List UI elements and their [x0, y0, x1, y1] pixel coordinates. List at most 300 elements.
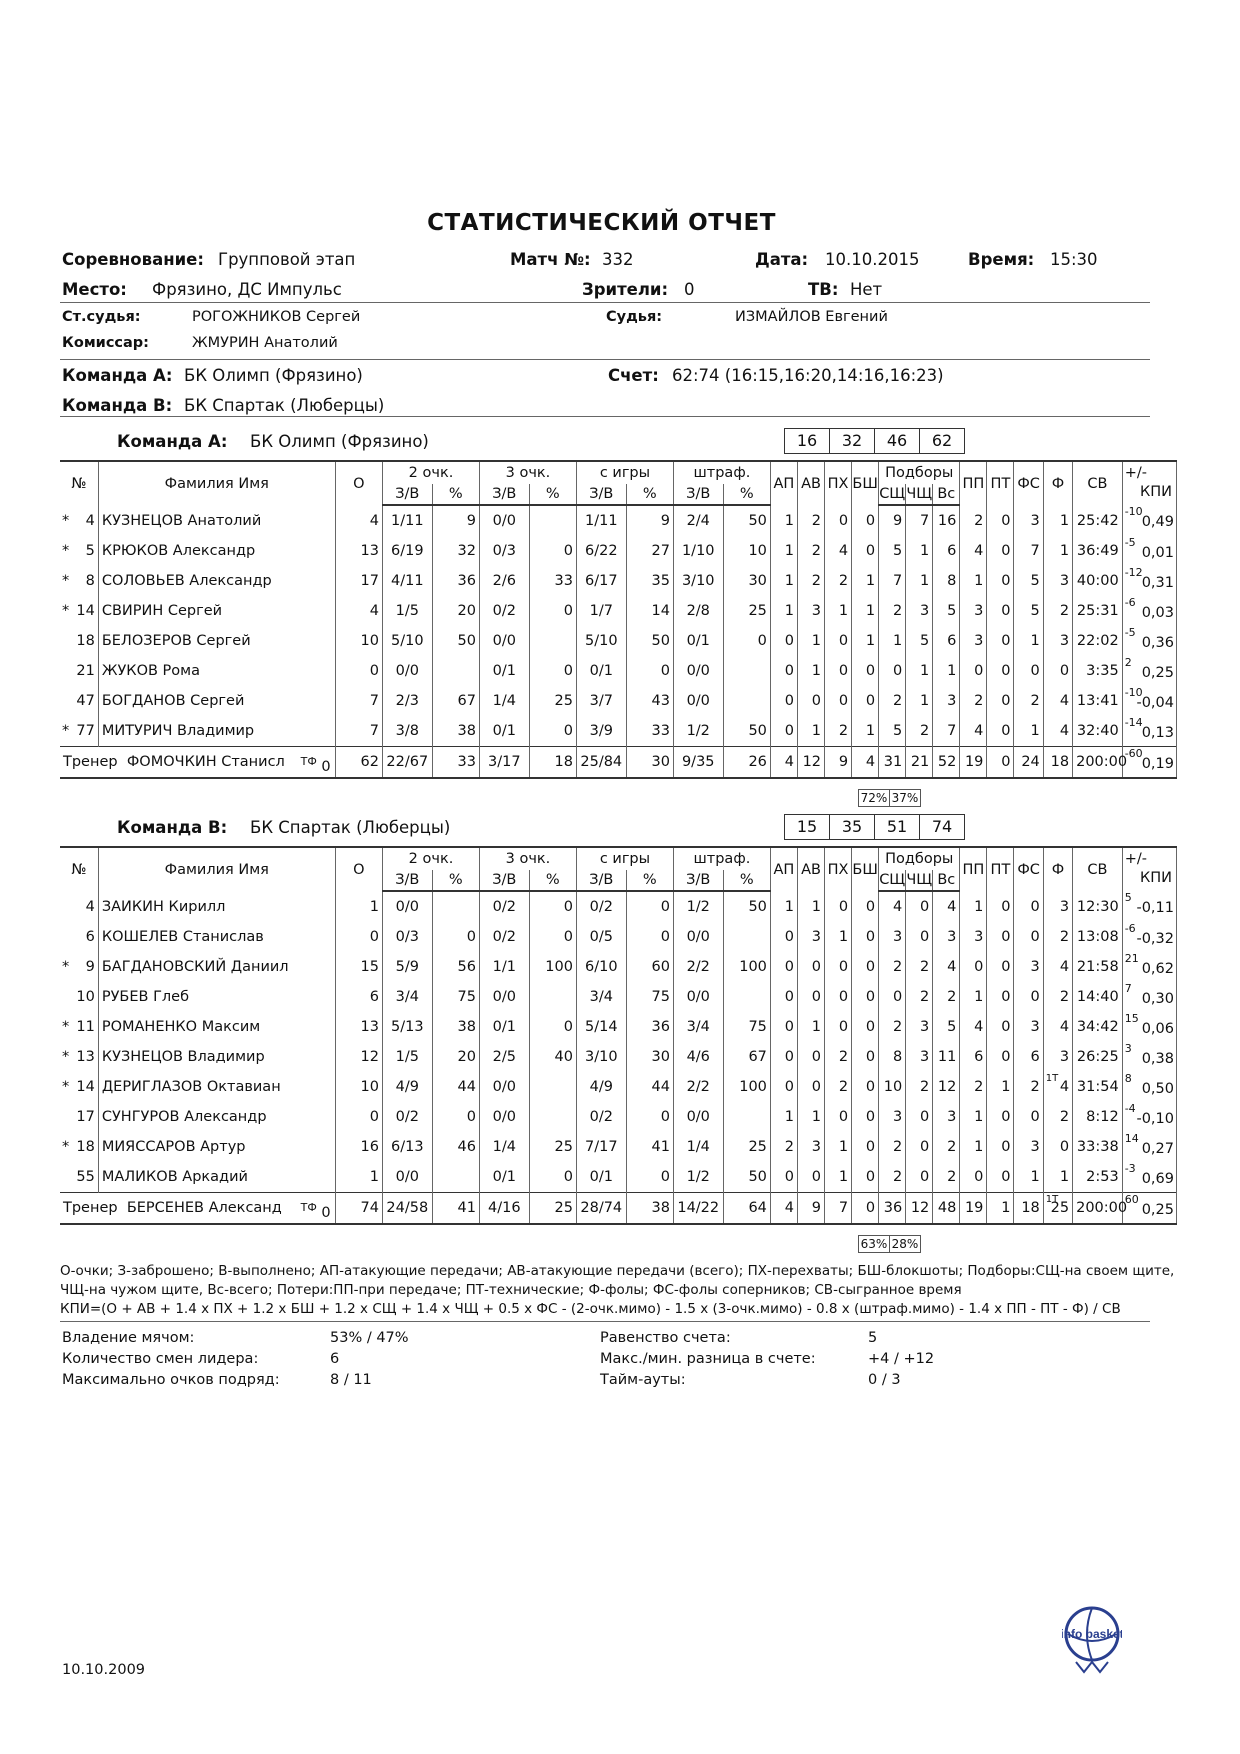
stat-av: 1 — [797, 891, 824, 922]
stat-sv: 22:02 — [1073, 626, 1123, 656]
stat-av: 0 — [797, 982, 824, 1012]
stat-st: 3 — [933, 922, 960, 952]
stat-sd: 7 — [879, 566, 906, 596]
player-name: БАГДАНОВСКИЙ Даниил — [98, 952, 335, 982]
spectators-label: Зрители: — [582, 280, 669, 299]
player-name: КРЮКОВ Александр — [98, 536, 335, 566]
stat-ph: 0 — [825, 505, 852, 536]
total-mfg: 28/74 — [576, 1193, 626, 1225]
stat-m3: 0/1 — [479, 1162, 529, 1193]
team-b-reb-o-pct: 28% — [889, 1235, 921, 1253]
footer-date: 10.10.2009 — [62, 1662, 146, 1678]
stat-pp: 1 — [960, 891, 987, 922]
stat-so: 1 — [906, 536, 933, 566]
stat-pfg: 75 — [626, 982, 673, 1012]
stat-pft — [723, 1102, 770, 1132]
stat-bsh: 1 — [852, 716, 879, 747]
player-number: 4 — [85, 512, 95, 529]
stat-ph: 0 — [825, 891, 852, 922]
plus-minus: -5 — [1124, 536, 1136, 549]
kpi-value: -0,32 — [1136, 931, 1174, 947]
lead-changes-label: Количество смен лидера: — [62, 1351, 259, 1367]
stat-av: 1 — [797, 1102, 824, 1132]
col-pm: +/- — [1124, 851, 1147, 867]
team-b-value: БК Спартак (Люберцы) — [184, 396, 385, 415]
stat-pfg: 33 — [626, 716, 673, 747]
total-bsh: 0 — [852, 1193, 879, 1225]
stat-f: 3 — [1043, 1042, 1072, 1072]
stat-mfg: 0/2 — [576, 891, 626, 922]
ties-value: 5 — [868, 1330, 878, 1346]
stat-st: 6 — [933, 536, 960, 566]
stat-av: 3 — [797, 596, 824, 626]
col-pts: О — [335, 847, 382, 891]
stat-pt: 0 — [987, 686, 1014, 716]
stat-st: 7 — [933, 716, 960, 747]
total-so: 12 — [906, 1193, 933, 1225]
total-sv: 200:00 — [1073, 747, 1123, 779]
stat-p2: 67 — [432, 686, 479, 716]
pm-kpi-cell — [1122, 747, 1176, 779]
total-m3: 3/17 — [479, 747, 529, 779]
stat-m3: 2/6 — [479, 566, 529, 596]
quarter-score: 16 — [784, 428, 830, 454]
team-a-reb-d-pct: 72% — [858, 789, 890, 807]
max-diff-label: Макс./мин. разница в счете: — [600, 1351, 816, 1367]
stat-st: 11 — [933, 1042, 960, 1072]
stat-fs: 0 — [1014, 891, 1043, 922]
stat-fs: 3 — [1014, 505, 1043, 536]
stat-pfg: 35 — [626, 566, 673, 596]
stat-ph: 0 — [825, 686, 852, 716]
stat-pt: 0 — [987, 1132, 1014, 1162]
col-ph: ПХ — [825, 461, 852, 505]
stat-mft: 2/2 — [673, 952, 723, 982]
stat-mft: 3/10 — [673, 566, 723, 596]
stat-p2: 50 — [432, 626, 479, 656]
stat-bsh: 1 — [852, 566, 879, 596]
stat-f: 2 — [1043, 922, 1072, 952]
stat-pft: 50 — [723, 891, 770, 922]
player-number: 14 — [76, 1079, 95, 1095]
stat-m2: 0/0 — [383, 656, 433, 686]
stat-mft: 1/2 — [673, 1162, 723, 1193]
col-ft: штраф. — [673, 461, 770, 484]
stat-sv: 25:42 — [1073, 505, 1123, 536]
stat-sd: 1 — [879, 626, 906, 656]
team-a-reb-o-pct: 37% — [889, 789, 921, 807]
col-two: 2 очк. — [383, 847, 480, 870]
stat-ap: 1 — [770, 536, 797, 566]
col-fs: ФС — [1014, 847, 1043, 891]
col-av: АВ — [797, 461, 824, 505]
stat-av: 0 — [797, 1042, 824, 1072]
stat-pts: 16 — [335, 1132, 382, 1162]
quarter-score: 15 — [784, 814, 830, 840]
col-sub-mv: З/В — [576, 484, 626, 505]
stat-f: 4 — [1043, 686, 1072, 716]
stat-pts: 0 — [335, 656, 382, 686]
stat-so: 3 — [906, 1042, 933, 1072]
stat-ph: 0 — [825, 656, 852, 686]
max-run-label: Максимально очков подряд: — [62, 1372, 280, 1388]
stat-m2: 0/2 — [383, 1102, 433, 1132]
plus-minus: 15 — [1124, 1012, 1139, 1025]
stat-sd: 2 — [879, 596, 906, 626]
stat-p2: 46 — [432, 1132, 479, 1162]
stat-f: 4 — [1043, 716, 1072, 747]
stat-bsh: 1 — [852, 596, 879, 626]
total-av: 9 — [797, 1193, 824, 1225]
legend-line-3: КПИ=(О + АВ + 1.4 х ПХ + 1.2 х БШ + 1.2 х СЩ + 1.4 х ЧЩ + 0.5 х ФС - (2-очк.мимо) - 1.5 х (3-очк.мимо) - 0.8 х (штраф.мимо) - 1.4 х ПП - ПТ - Ф) / СВ — [60, 1301, 1121, 1317]
stat-sv: 3:35 — [1073, 656, 1123, 686]
stat-fs: 0 — [1014, 922, 1043, 952]
stat-av: 3 — [797, 922, 824, 952]
stat-m3: 1/1 — [479, 952, 529, 982]
total-kpi: 0,25 — [1141, 1202, 1174, 1218]
stat-bsh: 0 — [852, 536, 879, 566]
stat-pp: 2 — [960, 505, 987, 536]
player-name: СОЛОВЬЕВ Александр — [98, 566, 335, 596]
player-number: 5 — [85, 543, 95, 559]
col-sub-pct: % — [626, 870, 673, 891]
stat-m2: 0/0 — [383, 891, 433, 922]
stat-mfg: 3/10 — [576, 1042, 626, 1072]
stat-sv: 12:30 — [1073, 891, 1123, 922]
legend — [60, 1262, 1180, 1319]
table-row — [60, 656, 1177, 686]
chief-ref-value: РОГОЖНИКОВ Сергей — [192, 309, 361, 325]
total-mft: 9/35 — [673, 747, 723, 779]
place-label: Место: — [62, 280, 127, 299]
player-number: 18 — [76, 1139, 95, 1155]
stat-ph: 0 — [825, 982, 852, 1012]
foul-note: 1Т — [1045, 1194, 1059, 1205]
stat-st: 4 — [933, 952, 960, 982]
stat-pts: 7 — [335, 686, 382, 716]
stat-pfg: 50 — [626, 626, 673, 656]
stat-mft: 1/4 — [673, 1132, 723, 1162]
stat-pp: 0 — [960, 656, 987, 686]
legend-line-1: О-очки; З-заброшено; В-выполнено; АП-атакующие передачи; АВ-атакующие передачи (всего); ПХ-перехваты; БШ-блокшоты; Подборы:СЩ-на своем щите, — [60, 1263, 1175, 1279]
stat-pp: 4 — [960, 716, 987, 747]
stat-pt: 0 — [987, 1102, 1014, 1132]
table-row — [60, 1012, 1177, 1042]
stat-pp: 1 — [960, 982, 987, 1012]
col-sub-mv: З/В — [479, 870, 529, 891]
stat-mfg: 1/7 — [576, 596, 626, 626]
stat-so: 2 — [906, 982, 933, 1012]
col-reb-o: ЧЩ — [906, 484, 933, 505]
stat-st: 3 — [933, 686, 960, 716]
stat-pft: 100 — [723, 1072, 770, 1102]
stat-p3: 0 — [529, 922, 576, 952]
player-name: ЗАИКИН Кирилл — [98, 891, 335, 922]
stat-f: 2 — [1043, 1102, 1072, 1132]
stat-pfg: 44 — [626, 1072, 673, 1102]
total-m3: 4/16 — [479, 1193, 529, 1225]
coach-name: БЕРСЕНЕВ Александ — [126, 1200, 282, 1216]
date-value: 10.10.2015 — [825, 250, 920, 269]
pm-kpi-cell — [1122, 1193, 1176, 1225]
total-m2: 22/67 — [383, 747, 433, 779]
stat-fs: 3 — [1014, 1132, 1043, 1162]
stat-sv: 21:58 — [1073, 952, 1123, 982]
infobasket-logo — [1062, 1604, 1122, 1676]
col-ft: штраф. — [673, 847, 770, 870]
stat-p2: 20 — [432, 596, 479, 626]
stat-ph: 1 — [825, 922, 852, 952]
starter-mark: * — [62, 543, 70, 559]
total-pft: 64 — [723, 1193, 770, 1225]
stat-mft: 4/6 — [673, 1042, 723, 1072]
player-name: МАЛИКОВ Аркадий — [98, 1162, 335, 1193]
total-kpi: 0,19 — [1141, 756, 1174, 772]
kpi-value: 0,06 — [1141, 1021, 1174, 1037]
stat-ph: 1 — [825, 1132, 852, 1162]
stat-sd: 2 — [879, 1012, 906, 1042]
stat-pts: 6 — [335, 982, 382, 1012]
stat-mft: 0/1 — [673, 626, 723, 656]
stat-p3 — [529, 505, 576, 536]
stat-so: 3 — [906, 1012, 933, 1042]
stat-so: 1 — [906, 686, 933, 716]
stat-m3: 0/1 — [479, 656, 529, 686]
stat-bsh: 0 — [852, 1042, 879, 1072]
stat-sv: 13:08 — [1073, 922, 1123, 952]
stat-p2 — [432, 891, 479, 922]
total-st: 52 — [933, 747, 960, 779]
stat-p3: 100 — [529, 952, 576, 982]
plus-minus: -3 — [1124, 1162, 1136, 1175]
col-sub-pct: % — [432, 484, 479, 505]
stat-m2: 4/9 — [383, 1072, 433, 1102]
stat-p3: 0 — [529, 536, 576, 566]
stat-ph: 2 — [825, 716, 852, 747]
stat-pft: 0 — [723, 626, 770, 656]
total-bsh: 4 — [852, 747, 879, 779]
player-name: КУЗНЕЦОВ Владимир — [98, 1042, 335, 1072]
stat-so: 2 — [906, 1072, 933, 1102]
stat-mfg: 0/1 — [576, 1162, 626, 1193]
total-pft: 26 — [723, 747, 770, 779]
col-three: 3 очк. — [479, 847, 576, 870]
col-sub-pct: % — [432, 870, 479, 891]
stat-pfg: 30 — [626, 1042, 673, 1072]
stat-mft: 0/0 — [673, 982, 723, 1012]
plus-minus: 21 — [1124, 952, 1139, 965]
table-row — [60, 891, 1177, 922]
kpi-value: 0,25 — [1141, 665, 1174, 681]
stat-mfg: 4/9 — [576, 1072, 626, 1102]
stat-bsh: 0 — [852, 1012, 879, 1042]
stat-mft: 2/2 — [673, 1072, 723, 1102]
stat-m2: 1/11 — [383, 505, 433, 536]
stat-p2 — [432, 1162, 479, 1193]
col-reb-t: Вс — [933, 870, 960, 891]
player-number: 8 — [85, 573, 95, 589]
report-title: СТАТИСТИЧЕСКИЙ ОТЧЕТ — [427, 210, 776, 236]
total-fs: 18 — [1014, 1193, 1043, 1225]
ref-label: Судья: — [606, 309, 663, 325]
stat-pts: 7 — [335, 716, 382, 747]
stat-pft: 30 — [723, 566, 770, 596]
total-pp: 19 — [960, 1193, 987, 1225]
stat-m2: 3/4 — [383, 982, 433, 1012]
stat-pfg: 0 — [626, 922, 673, 952]
stat-f: 0 — [1043, 656, 1072, 686]
stat-pp: 1 — [960, 1102, 987, 1132]
starter-mark: * — [62, 1049, 70, 1065]
stat-mfg: 3/7 — [576, 686, 626, 716]
stat-pt: 0 — [987, 891, 1014, 922]
stat-sd: 0 — [879, 656, 906, 686]
stat-pp: 2 — [960, 1072, 987, 1102]
col-pts: О — [335, 461, 382, 505]
stat-sv: 40:00 — [1073, 566, 1123, 596]
stat-p2: 38 — [432, 1012, 479, 1042]
col-sub-pct: % — [529, 484, 576, 505]
player-name: МИТУРИЧ Владимир — [98, 716, 335, 747]
stat-mft: 0/0 — [673, 656, 723, 686]
table-row — [60, 1132, 1177, 1162]
team-a-quarter-scores — [784, 428, 968, 454]
total-pfg: 30 — [626, 747, 673, 779]
stat-bsh: 0 — [852, 1132, 879, 1162]
col-sub-pct: % — [529, 870, 576, 891]
stat-pts: 4 — [335, 505, 382, 536]
ties-label: Равенство счета: — [600, 1330, 731, 1346]
stat-p2: 0 — [432, 1102, 479, 1132]
stat-pfg: 0 — [626, 891, 673, 922]
stat-st: 6 — [933, 626, 960, 656]
stat-so: 2 — [906, 952, 933, 982]
player-number: 14 — [76, 603, 95, 619]
coach-label: Тренер — [63, 754, 118, 770]
stat-sv: 25:31 — [1073, 596, 1123, 626]
col-sub-mv: З/В — [673, 870, 723, 891]
stat-sd: 3 — [879, 922, 906, 952]
team-b-section-name: БК Спартак (Люберцы) — [250, 818, 451, 837]
stat-av: 1 — [797, 1012, 824, 1042]
stat-f: 4 — [1043, 1012, 1072, 1042]
plus-minus: -12 — [1124, 566, 1143, 579]
total-p3: 25 — [529, 1193, 576, 1225]
stat-pts: 13 — [335, 536, 382, 566]
stat-mft: 1/10 — [673, 536, 723, 566]
coach-label: Тренер — [63, 1200, 118, 1216]
stat-bsh: 0 — [852, 1162, 879, 1193]
stat-pfg: 0 — [626, 1102, 673, 1132]
col-sub-pct: % — [723, 870, 770, 891]
legend-divider — [60, 1321, 1150, 1322]
stat-p3: 25 — [529, 1132, 576, 1162]
stat-m2: 0/0 — [383, 1162, 433, 1193]
plus-minus: 8 — [1124, 1072, 1132, 1085]
player-number: 13 — [76, 1049, 95, 1065]
stat-ap: 1 — [770, 566, 797, 596]
col-fg: с игры — [576, 461, 673, 484]
stat-ap: 0 — [770, 982, 797, 1012]
stat-p2: 32 — [432, 536, 479, 566]
total-mft: 14/22 — [673, 1193, 723, 1225]
stat-fs: 2 — [1014, 1072, 1043, 1102]
starter-mark: * — [62, 723, 70, 739]
player-number: 55 — [76, 1169, 95, 1185]
stat-av: 1 — [797, 656, 824, 686]
quarter-score: 51 — [874, 814, 920, 840]
total-plus-minus: -60 — [1124, 747, 1143, 760]
col-reb-d: СЩ — [879, 484, 906, 505]
max-diff-value: +4 / +12 — [868, 1351, 935, 1367]
stat-sd: 2 — [879, 1162, 906, 1193]
stat-av: 0 — [797, 1162, 824, 1193]
quarter-score: 62 — [919, 428, 965, 454]
total-ph: 9 — [825, 747, 852, 779]
kpi-value: -0,11 — [1136, 900, 1174, 916]
col-pt: ПТ — [987, 461, 1014, 505]
col-kpi: КПИ — [1139, 870, 1172, 886]
team-a-value: БК Олимп (Фрязино) — [184, 366, 363, 385]
player-number: 4 — [85, 898, 95, 915]
stat-ap: 0 — [770, 626, 797, 656]
stat-st: 2 — [933, 1162, 960, 1193]
stat-mfg: 0/1 — [576, 656, 626, 686]
possession-value: 53% / 47% — [330, 1330, 409, 1346]
stat-p3: 33 — [529, 566, 576, 596]
player-name: РОМАНЕНКО Максим — [98, 1012, 335, 1042]
stat-bsh: 0 — [852, 1072, 879, 1102]
stat-p3: 0 — [529, 596, 576, 626]
stat-sv: 36:49 — [1073, 536, 1123, 566]
plus-minus: -14 — [1124, 716, 1143, 729]
col-f: Ф — [1043, 847, 1072, 891]
meta-divider-1 — [60, 302, 1150, 303]
lead-changes-value: 6 — [330, 1351, 340, 1367]
stat-m3: 0/0 — [479, 505, 529, 536]
stat-pp: 4 — [960, 1012, 987, 1042]
meta-divider-2 — [60, 359, 1150, 360]
team-b-quarter-scores — [784, 814, 968, 840]
stat-pfg: 60 — [626, 952, 673, 982]
stat-m2: 0/3 — [383, 922, 433, 952]
team-b-label: Команда В: — [62, 396, 173, 415]
col-two: 2 очк. — [383, 461, 480, 484]
stat-m3: 0/1 — [479, 1012, 529, 1042]
stat-pfg: 41 — [626, 1132, 673, 1162]
stat-p3 — [529, 626, 576, 656]
stat-pt: 0 — [987, 1162, 1014, 1193]
stat-ap: 0 — [770, 922, 797, 952]
player-number: 17 — [76, 1109, 95, 1125]
stat-av: 3 — [797, 1132, 824, 1162]
stat-pts: 13 — [335, 1012, 382, 1042]
player-name: СУНГУРОВ Александр — [98, 1102, 335, 1132]
stat-m3: 0/0 — [479, 1072, 529, 1102]
col-sub-mv: З/В — [479, 484, 529, 505]
total-pfg: 38 — [626, 1193, 673, 1225]
stat-pt: 0 — [987, 1042, 1014, 1072]
competition-value: Групповой этап — [218, 250, 356, 269]
stat-p2: 9 — [432, 505, 479, 536]
stat-mfg: 5/14 — [576, 1012, 626, 1042]
tv-label: ТВ: — [808, 280, 839, 299]
team-b-reb-d-pct: 63% — [858, 1235, 890, 1253]
player-number: 18 — [76, 633, 95, 649]
stat-pt: 0 — [987, 982, 1014, 1012]
col-ph: ПХ — [825, 847, 852, 891]
stat-mft: 1/2 — [673, 716, 723, 747]
